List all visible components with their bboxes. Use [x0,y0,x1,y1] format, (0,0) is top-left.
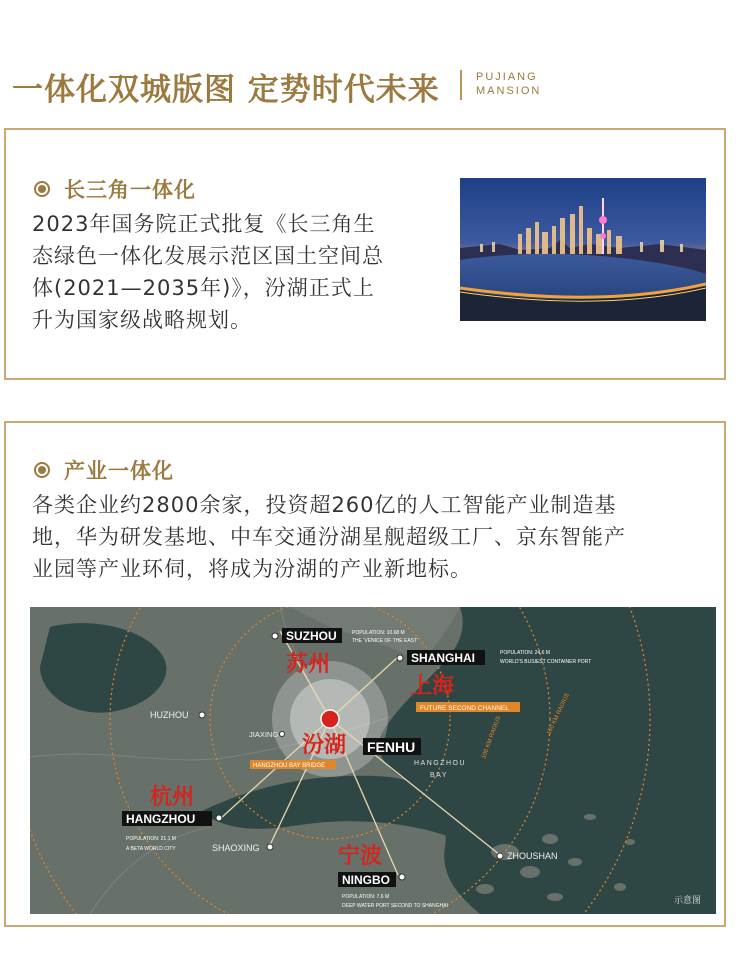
brand-logo-text [476,70,541,98]
yangtze-delta-card [4,128,726,380]
page-title: 一体化双城版图 定势时代未来 [12,72,440,108]
body-line: 各类企业约2800余家，投资超260亿的人工智能产业制造基 [32,493,617,517]
radio-bullet-icon [34,462,50,478]
bay-label-line1: HANGZHOU [414,760,467,767]
city-cn-shanghai: 上海 [410,674,455,699]
city-label-jiaxing: JIAXING [249,730,279,739]
header-divider [460,70,462,100]
radius-150-label: 150 KM RADIUS [546,692,571,736]
bay-bridge-label: HANGZHOU BAY BRIDGE [253,763,326,769]
suzhou-note: THE 'VENICE OF THE EAST' [352,638,418,644]
body-line: 体(2021—2035年)》，汾湖正式上 [32,276,375,300]
city-label-suzhou: SUZHOU [286,629,337,643]
city-cn-suzhou: 苏州 [286,652,331,677]
ningbo-note: DEEP WATER PORT SECOND TO SHANGHAI [342,903,448,909]
city-label-shanghai: SHANGHAI [411,651,476,665]
schematic-disclaimer: 示意图 [674,896,702,906]
radius-100-label: 100 KM RADIUS [481,715,503,760]
ningbo-population: POPULATION: 7.6 M [342,894,390,900]
body-line: 业园等产业环伺，将成为汾湖的产业新地标。 [32,557,472,581]
fenhu-marker [321,710,339,728]
section-title: 产业一体化 [64,459,174,483]
city-label-shaoxing: SHAOXING [212,843,260,853]
city-cn-fenhu: 汾湖 [302,733,347,758]
section-body [32,489,722,585]
city-cn-ningbo: 宁波 [338,844,383,869]
hangzhou-population: POPULATION: 21.1 M [126,836,176,842]
body-line: 地，华为研发基地、中车交通汾湖星舰超级工厂、京东智能产 [32,525,626,549]
city-label-huzhou: HUZHOU [150,710,189,720]
shanghai-population: POPULATION: 24.6 M [500,650,550,656]
shanghai-skyline-photo [460,178,706,321]
body-line: 态绿色一体化发展示范区国土空间总 [32,244,384,268]
section-heading [34,174,196,204]
body-line: 升为国家级战略规划。 [32,308,252,332]
brand-line-2: MANSION [476,85,542,97]
brand-line-1: PUJIANG [476,71,538,83]
city-label-zhoushan: ZHOUSHAN [507,851,558,861]
regional-map [30,607,716,914]
section-body [32,208,442,336]
future-channel-label: FUTURE SECOND CHANNEL [420,705,509,712]
city-cn-hangzhou: 杭州 [150,785,195,810]
hangzhou-note: A BETA WORLD CITY [126,846,176,852]
page-header [8,62,738,106]
bay-label-line2: BAY [430,772,448,779]
industry-integration-card [4,421,726,927]
section-title: 长三角一体化 [64,178,196,202]
radio-bullet-icon [34,181,50,197]
body-line: 2023年国务院正式批复《长三角生 [32,212,376,236]
city-label-ningbo: NINGBO [342,873,390,887]
section-heading [34,455,174,485]
shanghai-note: WORLD'S BUSIEST CONTAINER PORT [500,659,592,665]
city-label-hangzhou: HANGZHOU [126,812,196,826]
suzhou-population: POPULATION: 10.68 M [352,630,405,636]
city-label-fenhu: FENHU [367,739,416,755]
